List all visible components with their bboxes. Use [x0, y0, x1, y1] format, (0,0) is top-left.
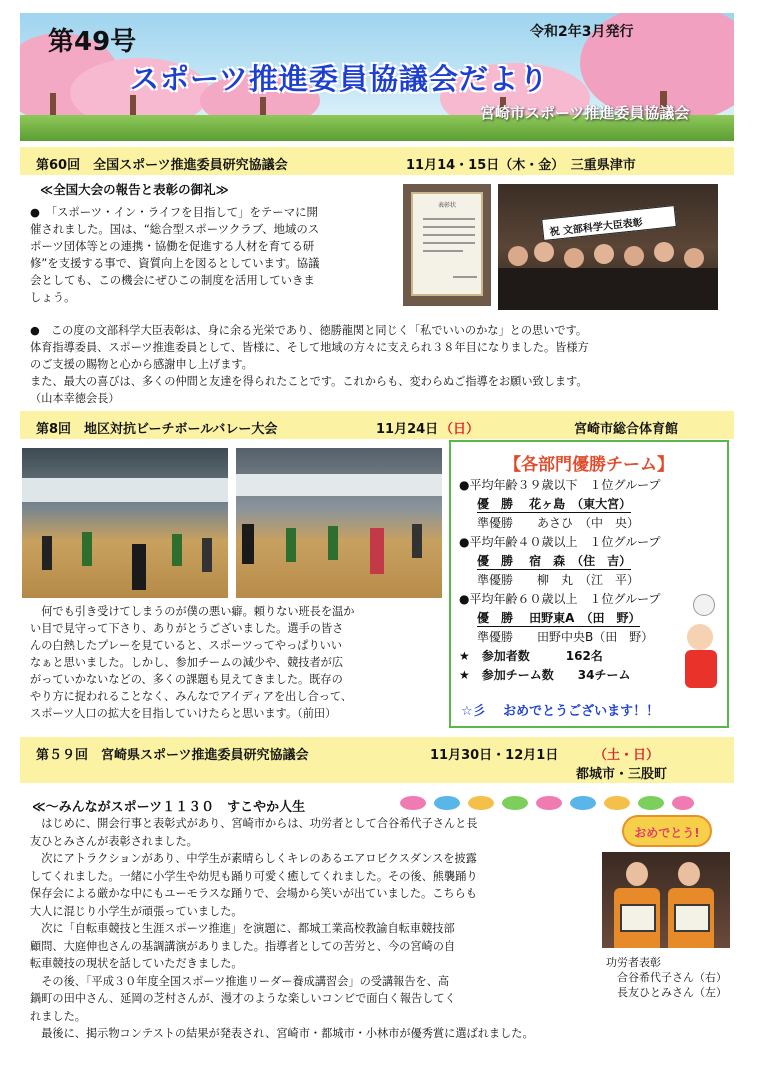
text-line: れました。 [30, 1009, 86, 1023]
winners-runner-up: 準優勝 あさひ （中 央） [477, 516, 640, 530]
text-line: 何でも引き受けてしまうのが僕の悪い癖。頼りない班長を温か [30, 605, 355, 618]
winners-box [449, 440, 729, 728]
team-count: ★ 参加チーム数 34チーム [459, 668, 631, 682]
winners-category: ●平均年齢４０歳以上 １位グループ [459, 535, 661, 549]
text-line: 保存会による厳かな中にもユーモラスな踊りで、会場から笑いが出ていました。こちらも [30, 887, 477, 900]
section-bar-prefecture-conference [20, 737, 734, 783]
caption-line: 合谷希代子さん（右） [606, 971, 727, 984]
text-line: 顧問、大庭伸也さんの基調講演がありました。指導者としての苦労と、今の宮崎の自 [30, 939, 456, 953]
header-banner [20, 13, 734, 141]
candy-decoration [604, 796, 630, 810]
paragraph-prefecture-conference [30, 815, 600, 1043]
participant-count: ★ 参加者数 162名 [459, 649, 603, 663]
text-line: ● この度の文部科学大臣表彰は、身に余る光栄であり、徳勝龍関と同じく「私でいいのかな」との思いです。 [30, 324, 588, 337]
text-line: やり方に捉われることなく、みんなでアイディアを出し合って、 [30, 690, 353, 703]
celebration-banner-text: 祝 文部科学大臣表彰 [549, 217, 644, 239]
winners-category: ●平均年齢３９歳以下 １位グループ [459, 478, 661, 492]
award-celebration-photo [498, 184, 718, 310]
candy-decoration [638, 796, 664, 810]
paragraph-volleyball-report [30, 603, 448, 722]
volleyball-player-illustration [675, 594, 727, 690]
section-venue: 都城市・三股町 [576, 767, 668, 782]
text-line: い目で見守って下さり、ありがとうございました。選手の皆さ [30, 622, 344, 635]
gym-photo-left [22, 448, 228, 598]
text-line: 友ひとみさんが表彰されました。 [30, 834, 198, 848]
text-line: ● 「スポーツ・イン・ライフを目指して」をテーマに開 [30, 205, 318, 219]
text-line: んの白熱したプレーを見ていると、スポーツってやっぱりいい [30, 639, 343, 652]
caption-line: 功労者表彰 [606, 956, 661, 969]
candy-decoration [400, 796, 426, 810]
winners-runner-up: 準優勝 田野中央B（田 野） [477, 630, 654, 644]
candy-decoration [672, 796, 694, 810]
section-day: （日） [440, 422, 480, 437]
certificate-photo [403, 184, 491, 306]
text-line: 修”を支援する事で、資質向上を図るとしています。協議 [30, 256, 320, 270]
text-line: 催されました。国は、“総合型スポーツクラブ、地域のス [30, 222, 320, 236]
text-line: スポーツ人口の拡大を目指していけたらと思います。（前田） [30, 707, 337, 720]
publisher-name: 宮崎市スポーツ推進委員協議会 [480, 104, 690, 122]
text-line: ポーツ団体等との連携・協働を促進する人材を育てる研 [30, 239, 315, 253]
text-line: 鍋町の田中さん、延岡の芝村さんが、漫才のような楽しいコンビで面白く報告してく [30, 992, 456, 1005]
winners-title: 【各部門優勝チーム】 [504, 455, 674, 475]
text-line: 次に「自転車競技と生涯スポーツ推進」を演題に、都城工業高校教諭自転車競技部 [30, 922, 455, 935]
omedetou-badge [622, 815, 712, 847]
candy-decoration [434, 796, 460, 810]
text-line: その後、「平成３０年度全国スポーツ推進リーダー養成講習会」の受講報告を、高 [30, 974, 450, 988]
candy-decoration [570, 796, 596, 810]
candy-decoration [502, 796, 528, 810]
text-line: 体育指導委員、スポーツ推進委員として、皆様に、そして地域の方々に支えられ３８年目になりました。皆様方 [30, 341, 589, 354]
section-bar-beach-volleyball [20, 411, 734, 439]
section-title: 第５９回 宮崎県スポーツ推進委員研究協議会 [36, 748, 309, 763]
section-title: 第60回 全国スポーツ推進委員研究協議会 [36, 158, 288, 173]
winners-champion: 優 勝 田野東A （田 野） [477, 611, 641, 625]
award-recipients-photo [602, 852, 730, 948]
newsletter-title: スポーツ推進委員協議会だより [130, 62, 549, 96]
text-line: してくれました。一緒に小学生や幼児も踊り可愛く癒してくれました。その後、熊襲踊り [30, 869, 478, 883]
text-line: 大人に混じり小学生が頑張っていました。 [30, 904, 243, 918]
winners-category: ●平均年齢６０歳以上 １位グループ [459, 592, 661, 606]
winners-champion: 優 勝 花ヶ島 （東大宮） [477, 497, 632, 511]
text-line: （山本幸徳会長） [30, 392, 120, 405]
text-line: がっていかないなどの、多くの課題も見えてきました。既存の [30, 673, 343, 686]
issue-number: 第49号 [48, 27, 137, 57]
text-line: 転車競技の現状を話していただきました。 [30, 957, 243, 970]
text-line: 会としても、この機会にぜひこの制度を活用していきま [30, 273, 315, 287]
sub-heading-healthy-life: ≪～みんながスポーツ１１３０ すこやか人生 [32, 800, 306, 815]
text-line: また、最大の喜びは、多くの仲間と友達を得られたことです。これからも、変わらぬご指導をお願い致します。 [30, 375, 588, 388]
certificate-heading: 表彰状 [437, 202, 456, 209]
paragraph-president-thanks [30, 322, 730, 407]
winners-runner-up: 準優勝 柳 丸 （江 平） [477, 573, 640, 587]
section-bar-national-conference [20, 147, 734, 175]
omedetou-text: おめでとう! [634, 826, 700, 840]
text-line: 次にアトラクションがあり、中学生が素晴らしくキレのあるエアロビクスダンスを披露 [30, 852, 477, 865]
congratulations-message: ☆彡 おめでとうございます！！ [461, 704, 660, 719]
section-date-venue: 11月14・15日（木・金） 三重県津市 [406, 158, 636, 173]
candy-decoration [536, 796, 562, 810]
caption-line: 長友ひとみさん（左） [606, 986, 727, 999]
text-line: はじめに、開会行事と表彰式があり、宮崎市からは、功労者として合谷希代子さんと長 [30, 817, 478, 830]
section-title: 第8回 地区対抗ビーチボールバレー大会 [36, 422, 278, 437]
text-line: なぁと思いました。しかし、参加チームの減少や、競技者が広 [30, 656, 344, 669]
section-date: 11月24日 [376, 422, 439, 437]
candy-decoration [468, 796, 494, 810]
text-line: 最後に、掲示物コンテストの結果が発表され、宮崎市・都城市・小林市が優秀賞に選ばれました。 [30, 1027, 534, 1040]
section-day: （土・日） [594, 748, 660, 763]
section-date: 11月30日・12月1日 [430, 748, 559, 763]
paragraph-national-conference [30, 204, 400, 306]
photo-caption [606, 955, 727, 1000]
gym-photo-right [236, 448, 442, 598]
winners-champion: 優 勝 宿 森 （住 吉） [477, 554, 632, 568]
issue-date: 令和2年3月発行 [530, 24, 634, 40]
sub-heading-awards: ≪全国大会の報告と表彰の御礼≫ [40, 182, 229, 197]
text-line: しょう。 [30, 290, 76, 304]
text-line: のご支援の賜物と心から感謝申し上げます。 [30, 358, 253, 371]
section-venue: 宮崎市総合体育館 [574, 422, 679, 437]
